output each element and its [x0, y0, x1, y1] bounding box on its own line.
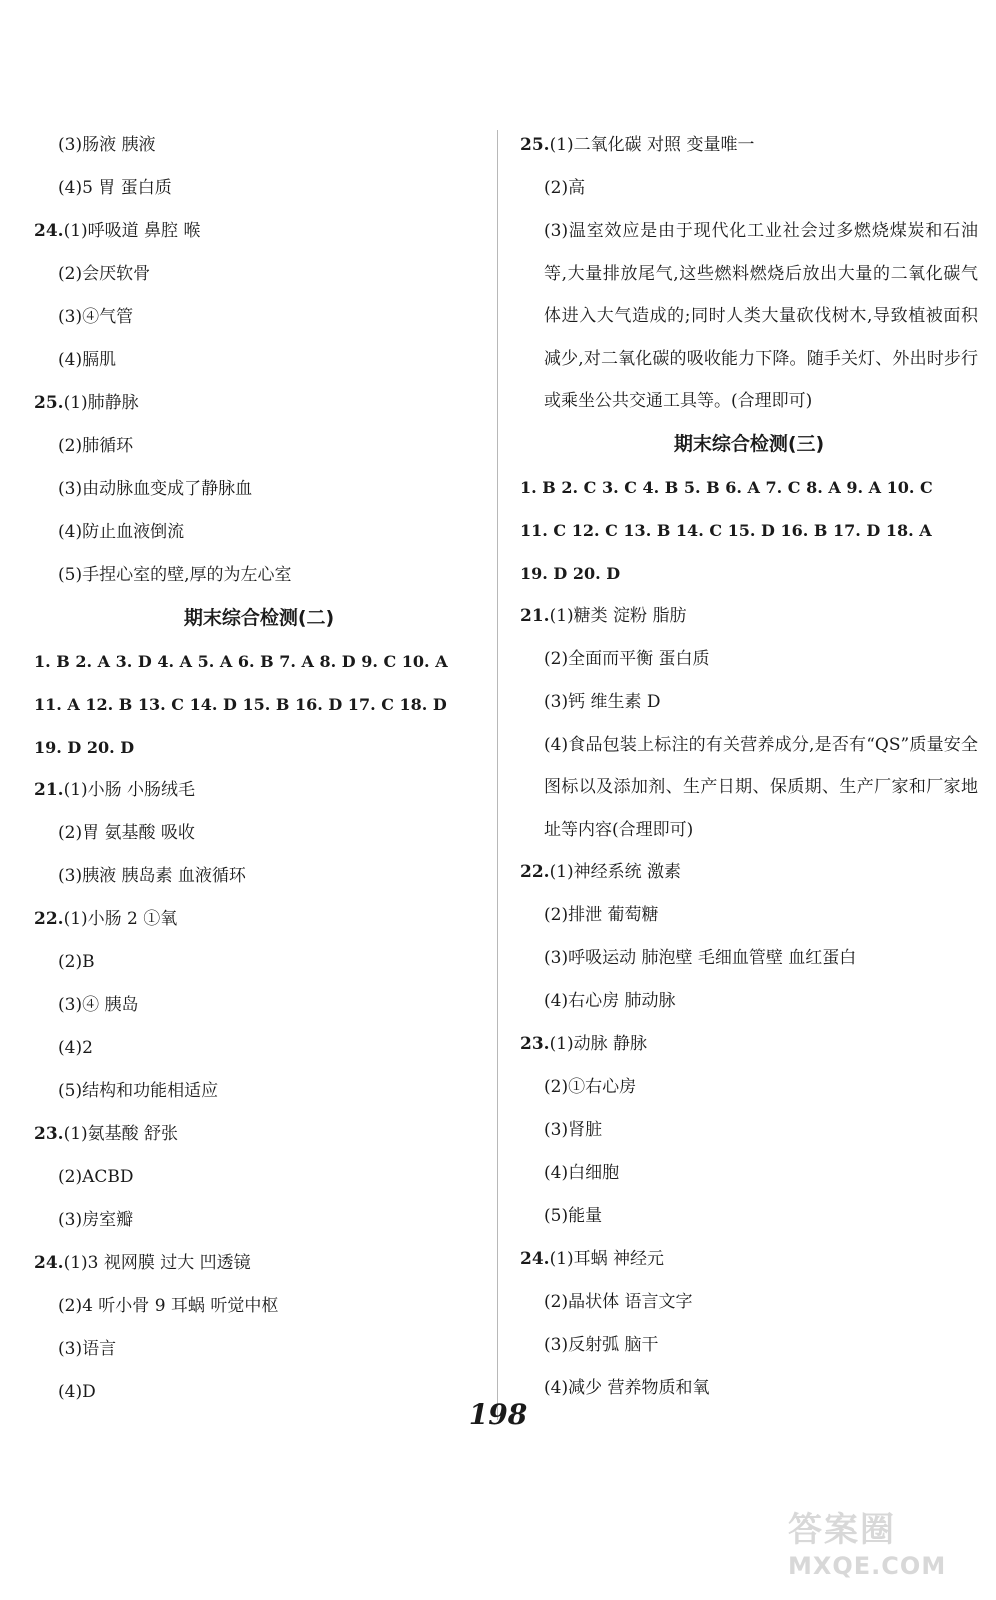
watermark-bottom-text: MXQE.COM — [788, 1552, 947, 1580]
page-number: 198 — [468, 1398, 528, 1431]
question-number: 23. — [34, 1124, 64, 1144]
question-number: 23. — [520, 1034, 550, 1054]
answer-line: (2)胃 氨基酸 吸收 — [58, 823, 195, 843]
question-line — [34, 1113, 484, 1156]
question-line — [520, 1023, 978, 1066]
answer-text: (1)二氧化碳 对照 变量唯一 — [549, 135, 755, 155]
answer-line: (4)右心房 肺动脉 — [544, 991, 676, 1011]
answer-line: (3)语言 — [58, 1339, 117, 1359]
question-line — [34, 898, 484, 941]
answer-line: (5)手捏心室的壁,厚的为左心室 — [58, 565, 292, 585]
answer-line: (3)房室瓣 — [58, 1210, 134, 1230]
answer-line: (3)胰液 胰岛素 血液循环 — [58, 866, 246, 886]
column-divider — [497, 130, 498, 1420]
question-number: 24. — [520, 1249, 550, 1269]
answer-text: (1)小肠 2 ①氧 — [63, 909, 178, 929]
section-heading: 期末综合检测(三) — [673, 432, 825, 455]
answer-line: (2)会厌软骨 — [58, 264, 151, 284]
answer-paragraph: (4)食品包装上标注的有关营养成分,是否有“QS”质量安全图标以及添加剂、生产日期、保质期、生产厂家和厂家地址等内容(合理即可) — [544, 734, 978, 840]
answer-text: (1)神经系统 激素 — [549, 862, 682, 882]
question-line — [520, 1238, 978, 1281]
multiple-choice-answers: 1. B 2. C 3. C 4. B 5. B 6. A 7. C 8. A 9. A 10. C — [520, 477, 933, 497]
answer-text: (1)糖类 淀粉 脂肪 — [549, 605, 687, 626]
question-number: 25. — [520, 135, 550, 155]
answer-line: (3)呼吸运动 肺泡壁 毛细血管壁 血红蛋白 — [544, 948, 857, 968]
answer-line: (3)肠液 胰液 — [58, 135, 156, 155]
answer-text: (1)呼吸道 鼻腔 喉 — [63, 221, 201, 241]
answer-line: (4)5 胃 蛋白质 — [58, 178, 172, 198]
watermark-top-text: 答案圈 — [788, 1510, 896, 1550]
question-number: 24. — [34, 1253, 64, 1273]
answer-line: (4)2 — [58, 1038, 93, 1058]
answer-text: (1)肺静脉 — [63, 393, 139, 413]
answer-line: (2)①右心房 — [544, 1077, 637, 1097]
question-number: 22. — [520, 862, 550, 882]
question-line — [520, 595, 978, 638]
answer-line: (2)高 — [544, 178, 586, 198]
question-number: 21. — [34, 780, 64, 800]
multiple-choice-answers: 1. B 2. A 3. D 4. A 5. A 6. B 7. A 8. D 9. C 10. A — [34, 652, 448, 671]
answer-line: (4)膈肌 — [58, 350, 117, 370]
answer-line: (3)④ 胰岛 — [58, 995, 139, 1015]
answer-line: (2)肺循环 — [58, 436, 134, 456]
answer-paragraph: (3)温室效应是由于现代化工业社会过多燃烧煤炭和石油等,大量排放尾气,这些燃料燃烧后放出大量的二氧化碳气体进入大气造成的;同时人类大量砍伐树木,导致植被面积减少,对二氧化碳的吸收能力下降。随手关灯、外出时步行或乘坐公共交通工具等。(合理即可) — [544, 221, 978, 411]
answer-line: (4)减少 营养物质和氧 — [544, 1378, 710, 1398]
watermark-logo — [788, 1508, 978, 1588]
multiple-choice-answers: 19. D 20. D — [34, 738, 135, 757]
answer-line: (4)D — [58, 1382, 96, 1402]
answer-line: (2)全面而平衡 蛋白质 — [544, 648, 710, 669]
answer-line: (3)④气管 — [58, 307, 134, 327]
question-line — [34, 382, 484, 425]
multiple-choice-answers: 19. D 20. D — [520, 563, 621, 583]
answer-text: (1)耳蜗 神经元 — [549, 1249, 665, 1269]
answer-line: (3)钙 维生素 D — [544, 691, 661, 712]
answer-line: (3)由动脉血变成了静脉血 — [58, 479, 253, 499]
answer-line: (2)ACBD — [58, 1167, 134, 1187]
answer-line: (5)结构和功能相适应 — [58, 1081, 219, 1101]
question-number: 25. — [34, 393, 64, 413]
section-heading: 期末综合检测(二) — [183, 607, 335, 629]
answer-text: (1)氨基酸 舒张 — [63, 1124, 179, 1144]
question-line — [520, 851, 978, 894]
question-line — [34, 1242, 484, 1285]
answer-line: (2)4 听小骨 9 耳蜗 听觉中枢 — [58, 1296, 279, 1316]
multiple-choice-answers: 11. A 12. B 13. C 14. D 15. B 16. D 17. C 18. D — [34, 695, 447, 714]
right-answer-column — [520, 124, 978, 1410]
answer-text: (1)小肠 小肠绒毛 — [63, 780, 196, 800]
question-number: 24. — [34, 221, 64, 241]
answer-line: (3)反射弧 脑干 — [544, 1335, 659, 1355]
answer-line: (2)排泄 葡萄糖 — [544, 905, 659, 925]
answer-text: (1)3 视网膜 过大 凹透镜 — [63, 1253, 251, 1273]
answer-line: (2)晶状体 语言文字 — [544, 1292, 693, 1312]
question-line — [34, 769, 484, 812]
question-number: 21. — [520, 605, 550, 626]
question-number: 22. — [34, 909, 64, 929]
answer-line: (3)肾脏 — [544, 1120, 603, 1140]
question-line — [34, 210, 484, 253]
answer-text: (1)动脉 静脉 — [549, 1034, 648, 1054]
answer-line: (4)白细胞 — [544, 1163, 620, 1183]
answer-line: (2)B — [58, 952, 95, 972]
question-line — [520, 124, 978, 167]
answer-line: (5)能量 — [544, 1206, 603, 1226]
multiple-choice-answers: 11. C 12. C 13. B 14. C 15. D 16. B 17. D 18. A — [520, 520, 932, 540]
answer-line: (4)防止血液倒流 — [58, 522, 185, 542]
left-answer-column — [34, 124, 484, 1414]
